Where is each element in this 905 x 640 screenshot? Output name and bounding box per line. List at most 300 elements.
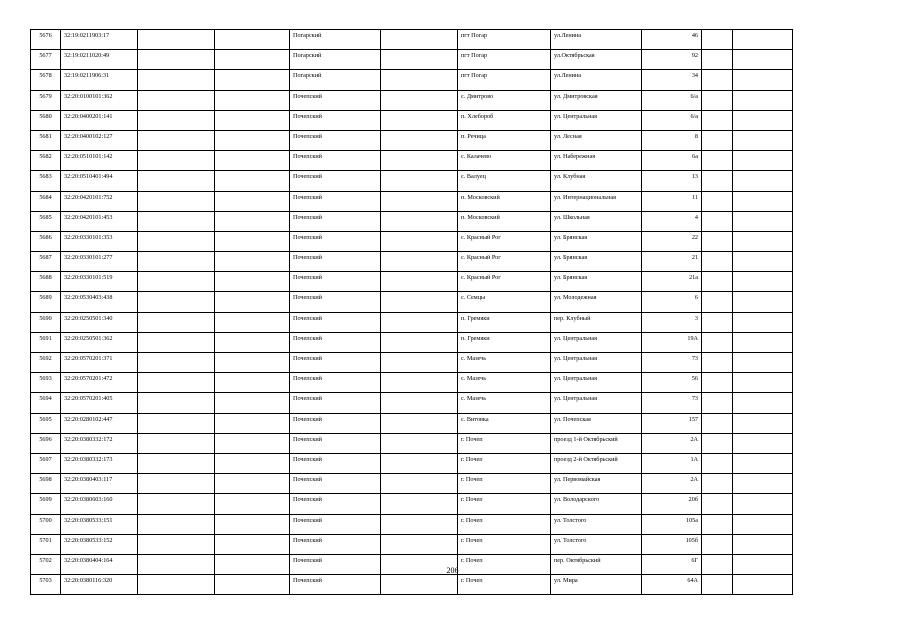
cell-house-number: 157 bbox=[642, 413, 702, 433]
cell-empty bbox=[702, 332, 733, 352]
cell-house-number: 6/а bbox=[642, 110, 702, 130]
cell-empty bbox=[733, 575, 793, 595]
table-row bbox=[31, 50, 793, 70]
cell-empty bbox=[702, 50, 733, 70]
cell-empty bbox=[138, 272, 215, 292]
cell-cadastral-number: 32:20:0400201:141 bbox=[61, 110, 138, 130]
cell-street: ул. Школьная bbox=[551, 211, 642, 231]
cell-house-number: 2А bbox=[642, 474, 702, 494]
cell-empty bbox=[733, 453, 793, 473]
cell-empty bbox=[702, 171, 733, 191]
cell-empty bbox=[733, 70, 793, 90]
cell-empty bbox=[702, 474, 733, 494]
table-row bbox=[31, 474, 793, 494]
cell-empty bbox=[215, 191, 290, 211]
cell-record-number: 5703 bbox=[31, 575, 61, 595]
cell-empty bbox=[702, 292, 733, 312]
cell-district: Почепский bbox=[290, 130, 381, 150]
cell-cadastral-number: 32:20:0100101:362 bbox=[61, 90, 138, 110]
cell-empty bbox=[381, 453, 458, 473]
table-row bbox=[31, 90, 793, 110]
cell-empty bbox=[381, 231, 458, 251]
cell-empty bbox=[702, 231, 733, 251]
cell-street: ул. Центральная bbox=[551, 393, 642, 413]
cell-empty bbox=[381, 130, 458, 150]
cell-district: Почепский bbox=[290, 332, 381, 352]
cell-cadastral-number: 32:20:0400102:127 bbox=[61, 130, 138, 150]
cell-district: Почепский bbox=[290, 353, 381, 373]
table-row bbox=[31, 252, 793, 272]
cell-empty bbox=[215, 110, 290, 130]
cell-district: Почепский bbox=[290, 433, 381, 453]
cell-empty bbox=[381, 433, 458, 453]
table-row bbox=[31, 30, 793, 50]
cell-street: ул. Почепская bbox=[551, 413, 642, 433]
table-row bbox=[31, 514, 793, 534]
cell-empty bbox=[215, 413, 290, 433]
cell-empty bbox=[733, 272, 793, 292]
cell-cadastral-number: 32:20:0380603:160 bbox=[61, 494, 138, 514]
cell-record-number: 5688 bbox=[31, 272, 61, 292]
cell-settlement: г. Почеп bbox=[458, 453, 551, 473]
cell-settlement: пгт Погар bbox=[458, 30, 551, 50]
cell-empty bbox=[215, 474, 290, 494]
cell-settlement: г. Почеп bbox=[458, 575, 551, 595]
cell-house-number: 56 bbox=[642, 373, 702, 393]
table-row bbox=[31, 151, 793, 171]
cell-street: ул. Центральная bbox=[551, 332, 642, 352]
cell-record-number: 5694 bbox=[31, 393, 61, 413]
registry-table bbox=[30, 29, 793, 595]
cell-cadastral-number: 32:20:0380533:152 bbox=[61, 534, 138, 554]
cell-street: проезд 2-й Октябрьский bbox=[551, 453, 642, 473]
cell-house-number: 6/а bbox=[642, 90, 702, 110]
table-row bbox=[31, 453, 793, 473]
cell-record-number: 5679 bbox=[31, 90, 61, 110]
cell-street: ул. Толстого bbox=[551, 534, 642, 554]
cell-district: Почепский bbox=[290, 211, 381, 231]
cell-empty bbox=[702, 252, 733, 272]
cell-empty bbox=[138, 90, 215, 110]
cell-empty bbox=[702, 413, 733, 433]
cell-empty bbox=[381, 272, 458, 292]
cell-empty bbox=[733, 373, 793, 393]
cell-district: Почепский bbox=[290, 151, 381, 171]
cell-empty bbox=[733, 413, 793, 433]
cell-district: Погарский bbox=[290, 30, 381, 50]
cell-empty bbox=[702, 151, 733, 171]
cell-house-number: 21 bbox=[642, 252, 702, 272]
cell-empty bbox=[215, 211, 290, 231]
cell-empty bbox=[381, 575, 458, 595]
cell-empty bbox=[733, 110, 793, 130]
cell-empty bbox=[215, 90, 290, 110]
cell-settlement: с. Мазечь bbox=[458, 373, 551, 393]
cell-empty bbox=[702, 534, 733, 554]
cell-empty bbox=[138, 70, 215, 90]
cell-record-number: 5696 bbox=[31, 433, 61, 453]
cell-record-number: 5691 bbox=[31, 332, 61, 352]
cell-empty bbox=[702, 272, 733, 292]
cell-settlement: г. Почеп bbox=[458, 433, 551, 453]
cell-house-number: 13 bbox=[642, 171, 702, 191]
cell-empty bbox=[381, 494, 458, 514]
cell-empty bbox=[702, 30, 733, 50]
cell-house-number: 46 bbox=[642, 30, 702, 50]
cell-settlement: пгт Погар bbox=[458, 50, 551, 70]
cell-street: ул. Центральная bbox=[551, 373, 642, 393]
cell-district: Почепский bbox=[290, 252, 381, 272]
cell-empty bbox=[215, 151, 290, 171]
cell-district: Почепский bbox=[290, 413, 381, 433]
cell-empty bbox=[733, 474, 793, 494]
cell-house-number: 6Г bbox=[642, 554, 702, 574]
cell-record-number: 5701 bbox=[31, 534, 61, 554]
cell-empty bbox=[702, 453, 733, 473]
cell-cadastral-number: 32:20:0510401:494 bbox=[61, 171, 138, 191]
cell-house-number: 22 bbox=[642, 231, 702, 251]
cell-cadastral-number: 32:20:0280102:447 bbox=[61, 413, 138, 433]
cell-empty bbox=[733, 534, 793, 554]
cell-house-number: 8 bbox=[642, 130, 702, 150]
cell-empty bbox=[381, 171, 458, 191]
cell-empty bbox=[138, 191, 215, 211]
cell-district: Погарский bbox=[290, 50, 381, 70]
cell-empty bbox=[138, 393, 215, 413]
cell-empty bbox=[138, 30, 215, 50]
cell-record-number: 5687 bbox=[31, 252, 61, 272]
cell-settlement: г. Почеп bbox=[458, 514, 551, 534]
cell-house-number: 34 bbox=[642, 70, 702, 90]
cell-settlement: с. Калачево bbox=[458, 151, 551, 171]
cell-street: ул. Мира bbox=[551, 575, 642, 595]
table-row bbox=[31, 332, 793, 352]
cell-empty bbox=[381, 413, 458, 433]
cell-record-number: 5686 bbox=[31, 231, 61, 251]
cell-empty bbox=[381, 292, 458, 312]
cell-street: ул. Центральная bbox=[551, 110, 642, 130]
page-number: 206 bbox=[446, 566, 459, 575]
cell-empty bbox=[215, 70, 290, 90]
cell-empty bbox=[733, 171, 793, 191]
cell-empty bbox=[215, 393, 290, 413]
cell-street: пер. Октябрьский bbox=[551, 554, 642, 574]
cell-cadastral-number: 32:20:0330101:519 bbox=[61, 272, 138, 292]
cell-empty bbox=[733, 30, 793, 50]
cell-empty bbox=[733, 191, 793, 211]
cell-house-number: 6 bbox=[642, 292, 702, 312]
cell-empty bbox=[702, 353, 733, 373]
cell-cadastral-number: 32:20:0380116:320 bbox=[61, 575, 138, 595]
cell-empty bbox=[215, 231, 290, 251]
cell-empty bbox=[381, 30, 458, 50]
cell-cadastral-number: 32:20:0530403:438 bbox=[61, 292, 138, 312]
cell-house-number: 105а bbox=[642, 514, 702, 534]
cell-district: Почепский bbox=[290, 393, 381, 413]
table-row bbox=[31, 191, 793, 211]
cell-cadastral-number: 32:20:0420101:752 bbox=[61, 191, 138, 211]
cell-record-number: 5684 bbox=[31, 191, 61, 211]
cell-empty bbox=[215, 433, 290, 453]
cell-empty bbox=[733, 90, 793, 110]
cell-house-number: 1А bbox=[642, 453, 702, 473]
cell-cadastral-number: 32:19:0211903:17 bbox=[61, 30, 138, 50]
cell-empty bbox=[381, 474, 458, 494]
cell-empty bbox=[702, 70, 733, 90]
table-row bbox=[31, 433, 793, 453]
cell-settlement: п. Гремяки bbox=[458, 332, 551, 352]
cell-settlement: п. Московский bbox=[458, 191, 551, 211]
cell-empty bbox=[381, 393, 458, 413]
table-row bbox=[31, 110, 793, 130]
cell-empty bbox=[733, 312, 793, 332]
cell-house-number: 3 bbox=[642, 312, 702, 332]
cell-empty bbox=[215, 30, 290, 50]
cell-empty bbox=[733, 231, 793, 251]
cell-cadastral-number: 32:20:0570201:472 bbox=[61, 373, 138, 393]
cell-house-number: 6а bbox=[642, 151, 702, 171]
cell-empty bbox=[702, 393, 733, 413]
cell-district: Почепский bbox=[290, 292, 381, 312]
cell-house-number: 64А bbox=[642, 575, 702, 595]
cell-cadastral-number: 32:20:0380332:173 bbox=[61, 453, 138, 473]
cell-district: Почепский bbox=[290, 494, 381, 514]
cell-record-number: 5680 bbox=[31, 110, 61, 130]
cell-empty bbox=[138, 110, 215, 130]
cell-settlement: с. Красный Рог bbox=[458, 272, 551, 292]
cell-house-number: 105б bbox=[642, 534, 702, 554]
cell-empty bbox=[215, 130, 290, 150]
cell-cadastral-number: 32:20:0330101:353 bbox=[61, 231, 138, 251]
cell-settlement: п. Гремяки bbox=[458, 312, 551, 332]
cell-record-number: 5677 bbox=[31, 50, 61, 70]
cell-empty bbox=[138, 413, 215, 433]
cell-empty bbox=[381, 191, 458, 211]
cell-cadastral-number: 32:20:0380332:172 bbox=[61, 433, 138, 453]
table-row bbox=[31, 575, 793, 595]
cell-empty bbox=[733, 514, 793, 534]
cell-district: Почепский bbox=[290, 90, 381, 110]
cell-empty bbox=[215, 171, 290, 191]
cell-empty bbox=[381, 50, 458, 70]
cell-house-number: 11 bbox=[642, 191, 702, 211]
cell-street: ул.Ленина bbox=[551, 30, 642, 50]
table-row bbox=[31, 393, 793, 413]
cell-empty bbox=[733, 252, 793, 272]
cell-empty bbox=[381, 353, 458, 373]
cell-settlement: г. Почеп bbox=[458, 534, 551, 554]
cell-record-number: 5681 bbox=[31, 130, 61, 150]
cell-settlement: г. Почеп bbox=[458, 494, 551, 514]
table-row bbox=[31, 70, 793, 90]
cell-empty bbox=[138, 151, 215, 171]
cell-street: ул. Набережная bbox=[551, 151, 642, 171]
cell-district: Почепский bbox=[290, 231, 381, 251]
cell-settlement: пгт Погар bbox=[458, 70, 551, 90]
cell-record-number: 5689 bbox=[31, 292, 61, 312]
cell-district: Почепский bbox=[290, 453, 381, 473]
cell-cadastral-number: 32:20:0250501:340 bbox=[61, 312, 138, 332]
cell-street: ул. Володарского bbox=[551, 494, 642, 514]
cell-empty bbox=[733, 130, 793, 150]
cell-empty bbox=[702, 191, 733, 211]
cell-street: ул. Первомайская bbox=[551, 474, 642, 494]
cell-record-number: 5699 bbox=[31, 494, 61, 514]
cell-empty bbox=[381, 252, 458, 272]
cell-settlement: с. Витовка bbox=[458, 413, 551, 433]
cell-empty bbox=[381, 90, 458, 110]
cell-settlement: с. Мазечь bbox=[458, 353, 551, 373]
cell-empty bbox=[138, 130, 215, 150]
cell-settlement: п. Речица bbox=[458, 130, 551, 150]
cell-cadastral-number: 32:20:0380403:117 bbox=[61, 474, 138, 494]
table-row bbox=[31, 231, 793, 251]
cell-empty bbox=[702, 494, 733, 514]
cell-empty bbox=[733, 292, 793, 312]
cell-empty bbox=[733, 151, 793, 171]
table-row bbox=[31, 272, 793, 292]
cell-empty bbox=[138, 514, 215, 534]
cell-house-number: 21а bbox=[642, 272, 702, 292]
cell-empty bbox=[733, 433, 793, 453]
cell-record-number: 5683 bbox=[31, 171, 61, 191]
cell-district: Почепский bbox=[290, 171, 381, 191]
cell-district: Почепский bbox=[290, 474, 381, 494]
cell-street: ул. Интернациональная bbox=[551, 191, 642, 211]
cell-settlement: с. Семцы bbox=[458, 292, 551, 312]
cell-empty bbox=[702, 211, 733, 231]
cell-house-number: 2А bbox=[642, 433, 702, 453]
cell-street: ул.Ленина bbox=[551, 70, 642, 90]
table-row bbox=[31, 171, 793, 191]
cell-empty bbox=[381, 373, 458, 393]
cell-house-number: 73 bbox=[642, 393, 702, 413]
cell-empty bbox=[138, 494, 215, 514]
cell-empty bbox=[381, 514, 458, 534]
cell-empty bbox=[138, 575, 215, 595]
cell-district: Почепский bbox=[290, 272, 381, 292]
cell-settlement: п. Московский bbox=[458, 211, 551, 231]
cell-settlement: г. Почеп bbox=[458, 474, 551, 494]
cell-empty bbox=[138, 312, 215, 332]
cell-cadastral-number: 32:20:0420101:453 bbox=[61, 211, 138, 231]
cell-empty bbox=[381, 151, 458, 171]
cell-district: Погарский bbox=[290, 70, 381, 90]
registry-sheet bbox=[30, 29, 792, 595]
cell-empty bbox=[215, 534, 290, 554]
cell-district: Почепский bbox=[290, 373, 381, 393]
cell-street: ул.Октябрьская bbox=[551, 50, 642, 70]
cell-street: ул. Клубная bbox=[551, 171, 642, 191]
cell-empty bbox=[733, 353, 793, 373]
cell-empty bbox=[138, 332, 215, 352]
cell-empty bbox=[138, 231, 215, 251]
cell-record-number: 5697 bbox=[31, 453, 61, 473]
cell-empty bbox=[215, 292, 290, 312]
cell-empty bbox=[138, 433, 215, 453]
table-row bbox=[31, 494, 793, 514]
cell-empty bbox=[733, 50, 793, 70]
cell-settlement: п. Хлебороб bbox=[458, 110, 551, 130]
cell-empty bbox=[215, 50, 290, 70]
cell-district: Почепский bbox=[290, 110, 381, 130]
cell-record-number: 5682 bbox=[31, 151, 61, 171]
cell-empty bbox=[702, 110, 733, 130]
cell-record-number: 5693 bbox=[31, 373, 61, 393]
table-row bbox=[31, 534, 793, 554]
cell-street: ул. Брянская bbox=[551, 231, 642, 251]
table-row bbox=[31, 292, 793, 312]
cell-empty bbox=[733, 393, 793, 413]
registry-table-body bbox=[31, 30, 793, 595]
cell-street: проезд 1-й Октябрьский bbox=[551, 433, 642, 453]
cell-settlement: с. Красный Рог bbox=[458, 231, 551, 251]
table-row bbox=[31, 130, 793, 150]
cell-settlement: с. Дмитрово bbox=[458, 90, 551, 110]
cell-empty bbox=[381, 70, 458, 90]
cell-street: ул. Дмитровская bbox=[551, 90, 642, 110]
cell-cadastral-number: 32:20:0570201:371 bbox=[61, 353, 138, 373]
cell-empty bbox=[138, 474, 215, 494]
cell-street: ул. Центральная bbox=[551, 353, 642, 373]
cell-empty bbox=[215, 353, 290, 373]
cell-house-number: 92 bbox=[642, 50, 702, 70]
cell-empty bbox=[702, 433, 733, 453]
cell-district: Почепский bbox=[290, 191, 381, 211]
cell-empty bbox=[733, 211, 793, 231]
cell-record-number: 5698 bbox=[31, 474, 61, 494]
cell-empty bbox=[138, 50, 215, 70]
cell-empty bbox=[138, 211, 215, 231]
table-row bbox=[31, 353, 793, 373]
cell-empty bbox=[702, 514, 733, 534]
cell-empty bbox=[215, 453, 290, 473]
cell-house-number: 4 bbox=[642, 211, 702, 231]
cell-empty bbox=[138, 373, 215, 393]
cell-settlement: с. Валуец bbox=[458, 171, 551, 191]
cell-empty bbox=[215, 312, 290, 332]
cell-empty bbox=[381, 312, 458, 332]
cell-settlement: с. Красный Рог bbox=[458, 252, 551, 272]
cell-cadastral-number: 32:19:0211906:31 bbox=[61, 70, 138, 90]
cell-district: Почепский bbox=[290, 554, 381, 574]
table-row bbox=[31, 373, 793, 393]
cell-empty bbox=[215, 514, 290, 534]
cell-record-number: 5678 bbox=[31, 70, 61, 90]
cell-empty bbox=[138, 534, 215, 554]
cell-empty bbox=[138, 252, 215, 272]
cell-cadastral-number: 32:20:0380404:164 bbox=[61, 554, 138, 574]
cell-street: ул. Толстого bbox=[551, 514, 642, 534]
cell-house-number: 20б bbox=[642, 494, 702, 514]
cell-street: ул. Молодежная bbox=[551, 292, 642, 312]
cell-house-number: 73 bbox=[642, 353, 702, 373]
cell-empty bbox=[138, 292, 215, 312]
cell-empty bbox=[215, 272, 290, 292]
cell-empty bbox=[138, 171, 215, 191]
cell-record-number: 5700 bbox=[31, 514, 61, 534]
cell-street: ул. Брянская bbox=[551, 252, 642, 272]
cell-empty bbox=[702, 130, 733, 150]
cell-house-number: 19А bbox=[642, 332, 702, 352]
cell-record-number: 5690 bbox=[31, 312, 61, 332]
cell-empty bbox=[733, 332, 793, 352]
cell-district: Почепский bbox=[290, 514, 381, 534]
cell-empty bbox=[381, 534, 458, 554]
cell-cadastral-number: 32:20:0250501:362 bbox=[61, 332, 138, 352]
cell-cadastral-number: 32:20:0510101:142 bbox=[61, 151, 138, 171]
cell-record-number: 5695 bbox=[31, 413, 61, 433]
